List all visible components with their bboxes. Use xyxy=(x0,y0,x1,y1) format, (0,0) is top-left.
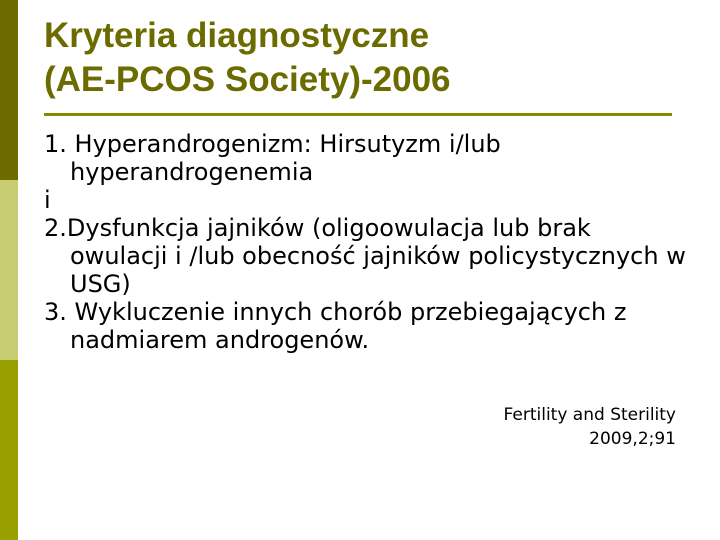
side-accent-bar-middle xyxy=(0,180,18,360)
side-accent-bar-top xyxy=(0,0,18,180)
title-underline xyxy=(44,113,672,116)
slide-title-line-1: Kryteria diagnostyczne xyxy=(44,16,430,55)
slide-title-line-2: (AE-PCOS Society)-2006 xyxy=(44,60,451,99)
criterion-1: 1. Hyperandrogenizm: Hirsutyzm i/lub hyperandrogenemia xyxy=(44,130,501,186)
citation-volume: 2009,2;91 xyxy=(589,429,676,449)
criterion-3: 3. Wykluczenie innych chorób przebiegających z nadmiarem androgenów. xyxy=(44,298,627,354)
criterion-2: 2.Dysfunkcja jajników (oligoowulacja lub brak owulacji i /lub obecność jajników policystycznych w USG) xyxy=(44,214,686,298)
slide-title xyxy=(44,14,684,102)
connector-and: i xyxy=(44,186,51,214)
criteria-list xyxy=(44,130,694,354)
side-accent-bar-bottom xyxy=(0,360,18,540)
citation-journal: Fertility and Sterility xyxy=(503,405,676,425)
citation xyxy=(504,403,676,451)
